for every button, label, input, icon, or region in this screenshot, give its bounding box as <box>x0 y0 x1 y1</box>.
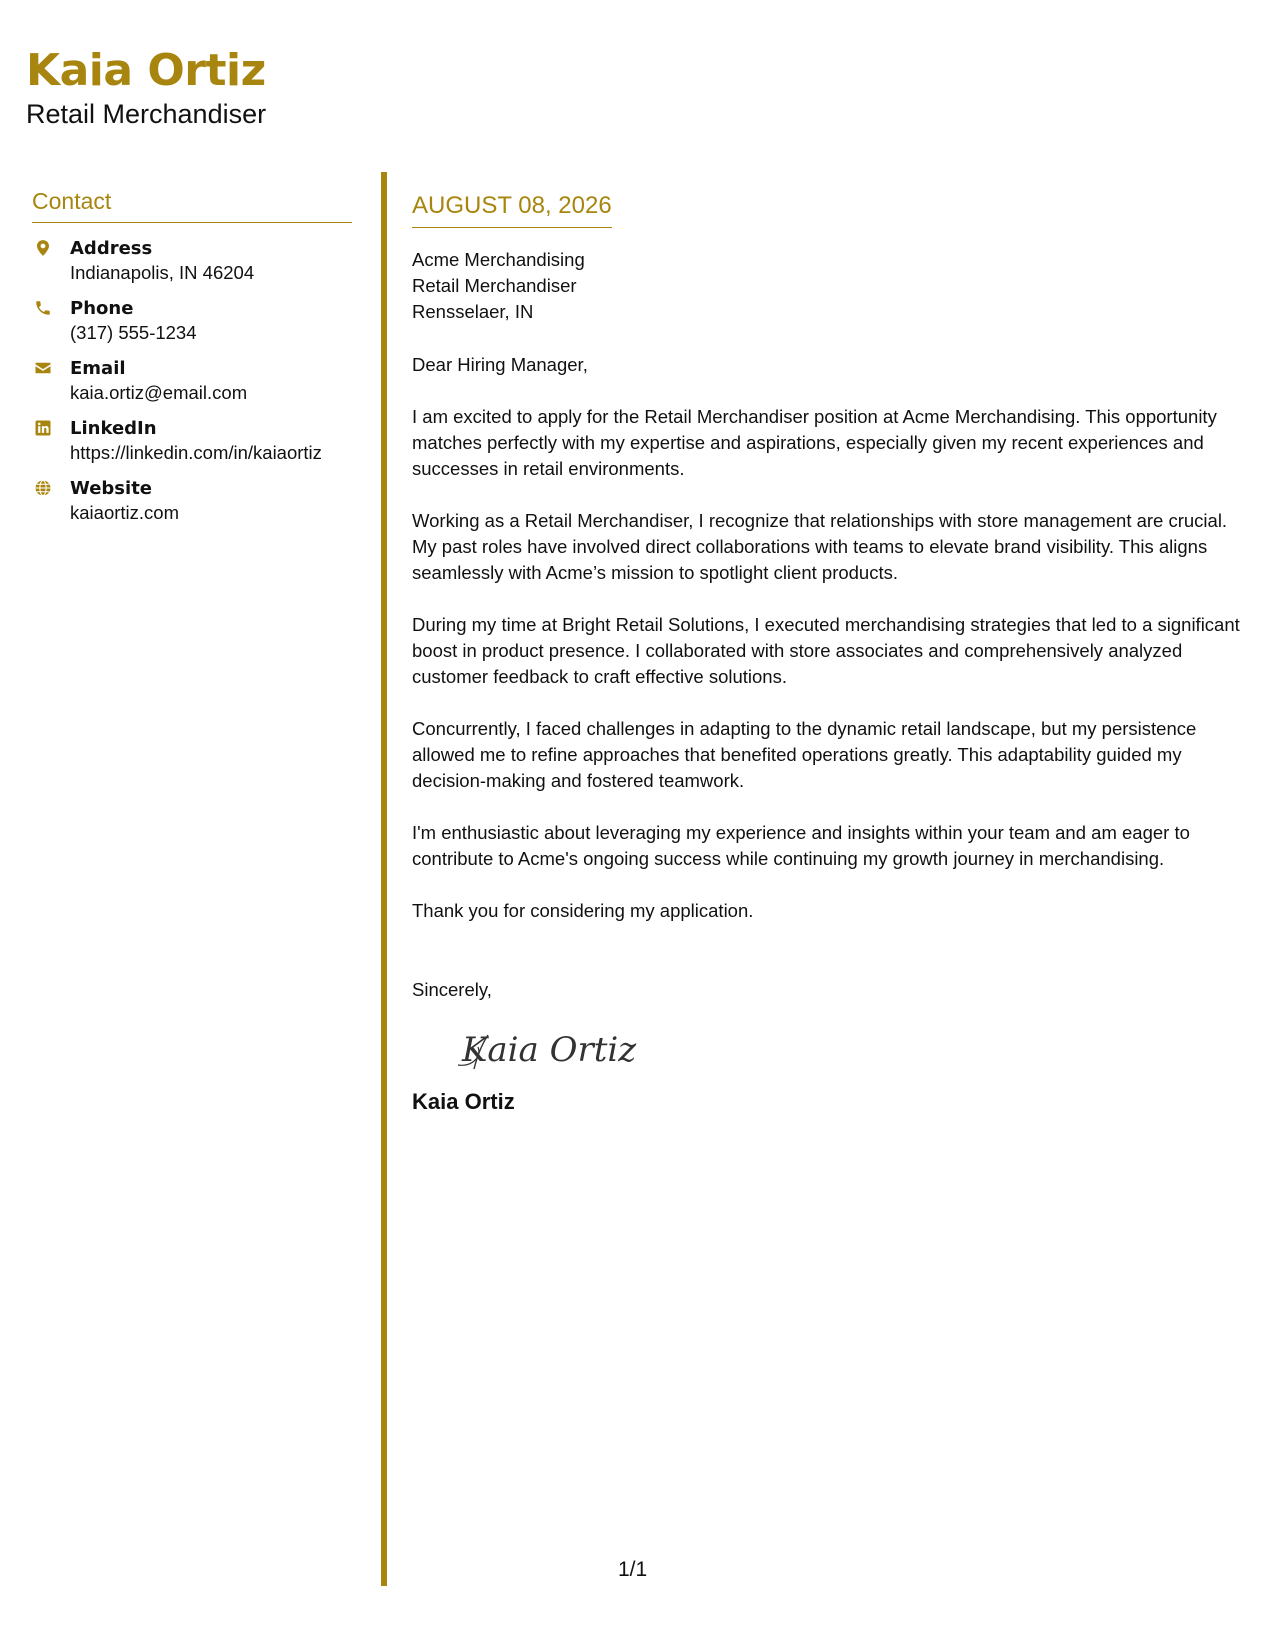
closing: Sincerely, <box>412 978 492 1000</box>
letter-paragraph: Concurrently, I faced challenges in adapting to the dynamic retail landscape, but my persistence allowed me to refine approaches that benefited operations greatly. This adaptability guided my decision-making and fostered teamwork. <box>412 717 1197 791</box>
phone-icon <box>34 299 52 317</box>
contact-item-email <box>32 357 352 417</box>
contact-heading: Contact <box>32 188 352 223</box>
letter-paragraph: Working as a Retail Merchandiser, I recognize that relationships with store management are crucial. My past roles have involved direct collaborations with teams to elevate brand visibility. This aligns seamlessly with Acme’s mission to spotlight client products. <box>412 509 1228 583</box>
signature-text: Kaia Ortiz <box>462 1029 637 1070</box>
contact-label: LinkedIn <box>70 417 157 439</box>
contact-label: Phone <box>70 297 134 319</box>
contact-label: Website <box>70 477 153 499</box>
letter-paragraph: During my time at Bright Retail Solutions, I executed merchandising strategies that led to a significant boost in product presence. I collaborated with store associates and comprehensively analyzed customer feedback to craft effective solutions. <box>412 613 1240 687</box>
contact-item-address <box>32 237 352 297</box>
letter-paragraph: I am excited to apply for the Retail Merchandiser position at Acme Merchandising. This opportunity matches perfectly with my expertise and aspirations, especially given my recent experiences and successes in retail environments. <box>412 405 1217 479</box>
signer-name: Kaia Ortiz <box>412 1088 515 1114</box>
recipient-location: Rensselaer, IN <box>412 300 534 322</box>
recipient-company: Acme Merchandising <box>412 248 585 270</box>
contact-item-phone <box>32 297 352 357</box>
linkedin-value[interactable]: https://linkedin.com/in/kaiaortiz <box>70 441 322 463</box>
email-value[interactable]: kaia.ortiz@email.com <box>70 381 248 403</box>
globe-icon <box>34 479 52 497</box>
applicant-name: Kaia Ortiz <box>26 45 266 96</box>
contact-label: Email <box>70 357 126 379</box>
letter-paragraph: Thank you for considering my application. <box>412 899 754 921</box>
handwritten-signature <box>452 1017 642 1077</box>
recipient-position: Retail Merchandiser <box>412 274 577 296</box>
contact-item-linkedin <box>32 417 352 477</box>
page-number: 1/1 <box>618 1558 648 1581</box>
cover-letter-body <box>412 192 1248 1115</box>
vertical-divider <box>381 172 387 1586</box>
contact-label: Address <box>70 237 153 259</box>
applicant-job-title: Retail Merchandiser <box>26 99 267 129</box>
map-pin-icon <box>34 239 52 257</box>
phone-value[interactable]: (317) 555-1234 <box>70 321 197 343</box>
salutation: Dear Hiring Manager, <box>412 353 588 375</box>
envelope-icon <box>34 359 52 377</box>
contact-list <box>32 237 352 537</box>
letter-date: AUGUST 08, 2026 <box>412 192 612 228</box>
address-value: Indianapolis, IN 46204 <box>70 261 255 283</box>
contact-item-website <box>32 477 352 537</box>
linkedin-icon <box>34 419 52 437</box>
letter-paragraph: I'm enthusiastic about leveraging my experience and insights within your team and am eager to contribute to Acme's ongoing success while continuing my growth journey in merchandising. <box>412 821 1190 869</box>
contact-sidebar <box>32 188 352 537</box>
website-value[interactable]: kaiaortiz.com <box>70 501 179 523</box>
recipient-block <box>412 247 1248 325</box>
